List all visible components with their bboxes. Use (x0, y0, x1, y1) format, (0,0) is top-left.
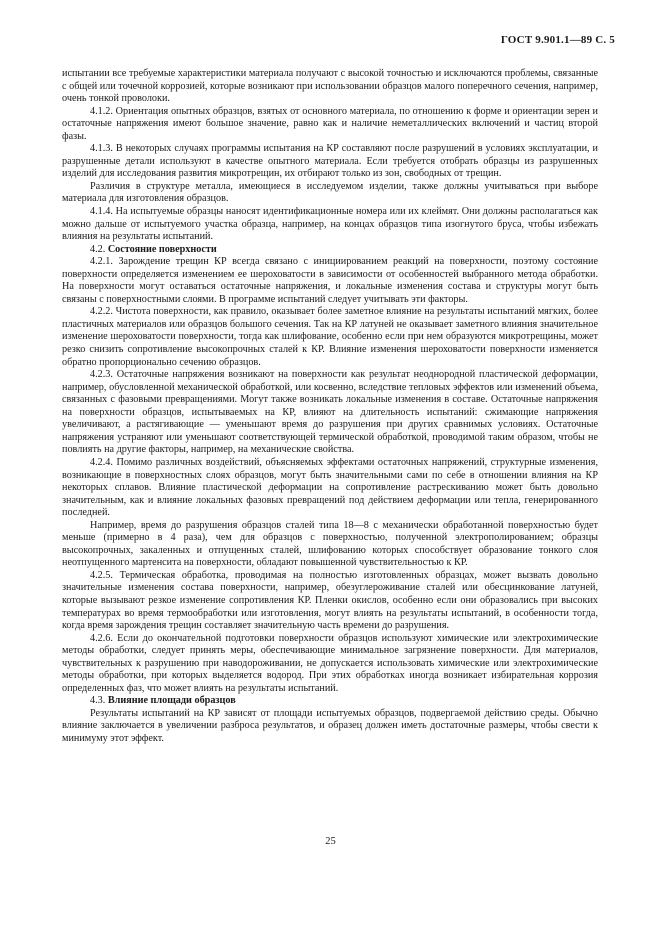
paragraph: 4.1.2. Ориентация опытных образцов, взятых от основного материала, по отношению к форме и ориентации зерен и остаточные напряжения имеют большое значение, равно как и наличие неметаллических включений и частиц второй фазы. (62, 105, 598, 142)
paragraph: Результаты испытаний на КР зависят от площади испытуемых образцов, подвергаемой действию среды. Обычно влияние заключается в увеличении разброса результатов, и образец должен иметь достаточные размеры, чтобы свести к минимуму этот эффект. (62, 707, 598, 744)
paragraph: 4.2.6. Если до окончательной подготовки поверхности образцов используют химические или электрохимические методы обработки, следует принять меры, обеспечивающие минимальное загрязнение поверхности. Для материалов, чувствительных к разрушению при наводороживании, не допускается использовать химические или электрохимические методы обработки, при которых выделяется водород. При этих обработках иногда возникает избирательная коррозия определенных фаз, что может влиять на результаты испытаний. (62, 632, 598, 694)
paragraph: 4.1.4. На испытуемые образцы наносят идентификационные номера или их клеймят. Они должны располагаться как можно дальше от испытуемого участка образца, например, на концах образцов типа изогнутого бруса, чтобы избежать влияния на результаты испытаний. (62, 206, 598, 243)
document-body (62, 68, 598, 746)
paragraph: 4.2.3. Остаточные напряжения возникают на поверхности как результат неоднородной пластической деформации, например, обусловленной механической обработкой, или косвенно, вследствие тепловых эффектов или изменений объема, связанных с фазовыми превращениями. Могут также возникать локальные изменения в составе. Остаточные напряжения на поверхности образцов, испытываемых на КР, влияют на длительность испытаний: сжимающие напряжения увеличивают, а растягивающие — уменьшают время до разрушения при других сравнимых условиях. Остаточные напряжения устраняют или уменьшают соответствующей термической обработкой, проводимой таким образом, чтобы не повлиять на другие факторы, например, на механические свойства. (62, 369, 598, 456)
section-title: Состояние поверхности (107, 243, 217, 255)
section-heading-4-2 (62, 244, 598, 257)
paragraph: 4.2.1. Зарождение трещин КР всегда связано с инициированием реакций на поверхности, поэтому состояние поверхности определяется изменением ее шероховатости в зависимости от особенностей выбранного метода обработки. На поверхности могут оставаться остаточные напряжения, и локальные изменения состава и структуры могут быть связаны с поверхностными слоями. В программе испытаний следует учитывать эти факторы. (62, 256, 598, 305)
paragraph: испытании все требуемые характеристики материала получают с высокой точностью и исключаются проблемы, связанные с общей или точечной коррозией, которые возникают при использовании образцов малого поперечного сечения, например, очень тонкой проволоки. (62, 68, 598, 105)
paragraph: 4.2.2. Чистота поверхности, как правило, оказывает более заметное влияние на результаты испытаний мягких, более пластичных материалов или образцов большого сечения. Так на КР латуней не оказывает заметного влияния значительное изменение шероховатости поверхности, тогда как шлифование, особенно если при нем образуются микротрещины, может резко снизить сопротивление высокопрочных сталей к КР. Влияние изменения шероховатости поверхности изменяется обратно пропорционально сечению образцов. (62, 306, 598, 368)
page-header: ГОСТ 9.901.1—89 С. 5 (500, 34, 615, 46)
paragraph: 4.2.5. Термическая обработка, проводимая на полностью изготовленных образцах, может вызвать довольно значительные изменения состава поверхности, например, обезуглероживание сталей или обесцинкование латуней, которые вызывают резкое изменение сопротивления КР. Пленки окислов, особенно если они образовались при высоких температурах во время термообработки или изготовления, могут влиять на результаты испытаний, в особенности тогда, когда время зарождения трещин составляет значительную часть времени до разрушения. (62, 569, 598, 632)
paragraph: Различия в структуре металла, имеющиеся в исследуемом изделии, также должны учитываться при выборе материала для изготовления образцов. (62, 180, 598, 205)
paragraph: 4.1.3. В некоторых случаях программы испытания на КР составляют после разрушений в условиях эксплуатации, и разрушенные детали используют в качестве опытного материала. Если требуется отобрать образцы из разрушенных изделий для исследования развития микротрещин, их отбирают только из зон, свободных от трещин. (62, 143, 598, 180)
section-number: 4.2. (90, 243, 106, 255)
section-title: Влияние площади образцов (107, 695, 236, 707)
paragraph: Например, время до разрушения образцов сталей типа 18—8 с механически обработанной поверхностью будет меньше (примерно в 4 раза), чем для образцов с поверхностью, полученной электрополированием; образцы высокопрочных, закаленных и отпущенных сталей, шлифованию которых способствует образование тонкого слоя неотпущенного мартенсита на поверхности, обладают повышенной чувствительностью к КР. (62, 519, 598, 569)
paragraph: 4.2.4. Помимо различных воздействий, объясняемых эффектами остаточных напряжений, структурные изменения, возникающие в поверхностных слоях образцов, могут быть значительными сами по себе в отношении влияния на КР некоторых сплавов. Влияние пластической деформации на сопротивление растрескиванию может быть довольно значительным, как и влияние локальных фазовых превращений под действием деформации или тепла, генерированного последней. (62, 456, 598, 519)
page-number: 25 (325, 836, 336, 847)
section-number: 4.3. (90, 695, 106, 707)
section-heading-4-3 (62, 695, 598, 708)
